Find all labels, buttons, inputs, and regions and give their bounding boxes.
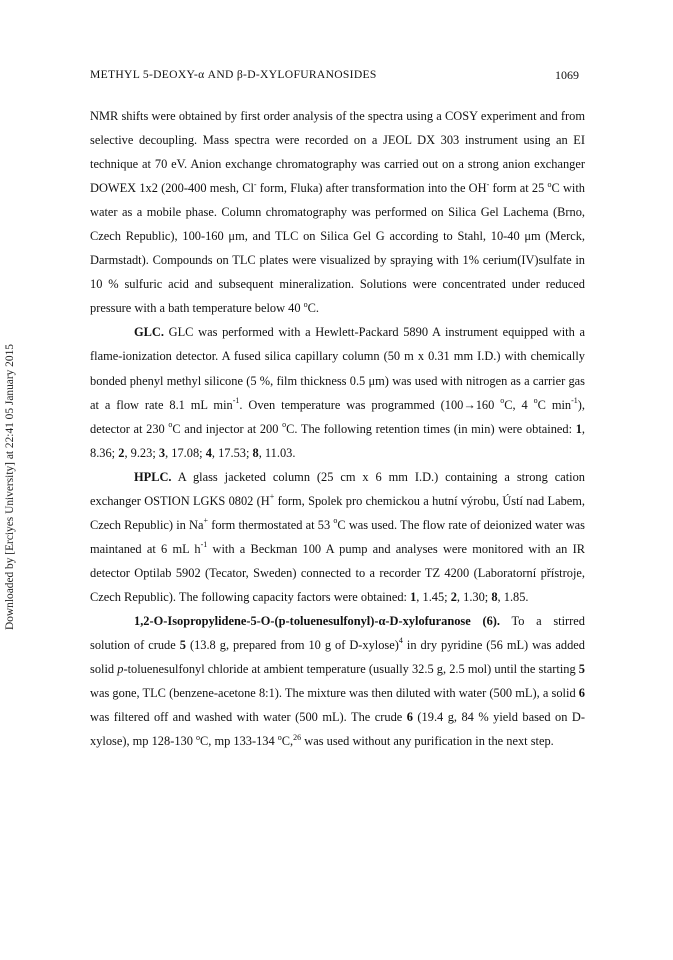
page-number: 1069	[555, 68, 579, 82]
text-run: , 1.45;	[416, 589, 451, 604]
compound-number: 4	[205, 445, 212, 460]
text-run: C was used. The flow rate of deionized water was maintaned at 6 mL h	[90, 517, 586, 556]
text-run: To a stirred solution of crude	[90, 613, 585, 653]
text-run: , 8.36;	[90, 421, 585, 460]
text-run: C. The following retention times (in min) were obtained:	[286, 421, 576, 436]
text-run: was gone, TLC (benzene-acetone 8:1). The mixture was then diluted with water (500 mL), a solid	[90, 686, 579, 701]
superscript: o	[500, 395, 505, 405]
text-run: in dry pyridine (56 mL) was added solid	[90, 638, 585, 677]
compound-number: 6	[578, 686, 585, 701]
text-run: was filtered off and washed with water (500 mL). The crude	[90, 710, 407, 725]
text-run: form, Fluka) after transformation into the OH	[256, 181, 487, 196]
superscript: -	[253, 179, 257, 189]
compound-number: 5	[179, 638, 186, 653]
paragraph-synthesis-6	[90, 609, 585, 753]
text-run: C,	[281, 734, 294, 749]
running-title: METHYL 5-DEOXY-α AND β-D-XYLOFURANOSIDES	[90, 68, 377, 81]
text-run: was used without any purification in the next step.	[301, 734, 554, 749]
text-run: NMR shifts were obtained by first order analysis of the spectra using a COSY experiment and from selective decoupling. Mass spectra were recorded on a JEOL DX 303 instrument using an EI technique at 70 eV. Anion exchange chromatography was carried out on a strong anion exchanger DOWEX 1x2 (200-400 mesh, Cl	[90, 109, 585, 196]
superscript: +	[269, 492, 275, 502]
italic-prefix: p	[117, 662, 124, 677]
compound-heading: 1,2-O-Isopropylidene-5-O-(p-toluenesulfonyl)-α-D-xylofuranose (6).	[134, 613, 501, 628]
compound-number: 3	[158, 445, 166, 460]
text-run: , 11.03.	[258, 445, 296, 460]
text-run: form, Spolek pro chemickou a hutní výrobu, Ústí nad Labem, Czech Republic) in Na	[90, 493, 585, 532]
text-run: , 17.53;	[211, 445, 253, 460]
superscript: o	[168, 419, 173, 429]
superscript: o	[333, 516, 338, 526]
text-run: (13.8 g, prepared from 10 g of D-xylose)	[185, 638, 399, 653]
text-run: ), detector at 230	[90, 397, 586, 436]
superscript: -	[486, 179, 490, 189]
text-run: , 9.23;	[124, 445, 159, 460]
text-run: , 1.30;	[456, 589, 492, 604]
superscript: o	[282, 419, 287, 429]
text-run: C, mp 133-134	[200, 734, 278, 749]
text-run: , 17.08;	[165, 445, 206, 460]
superscript: -1	[232, 395, 240, 405]
text-run: form thermostated at 53	[208, 517, 334, 532]
compound-number: 6	[406, 710, 413, 725]
superscript: o	[196, 732, 200, 742]
reference-superscript: 26	[293, 732, 302, 742]
paragraph-glc	[90, 320, 585, 464]
compound-number: 2	[450, 589, 457, 604]
compound-number: 5	[578, 662, 585, 677]
article-body	[90, 104, 585, 753]
paragraph-hplc	[90, 465, 585, 609]
text-run: (19.4 g, 84 % yield based on D-xylose), mp 128-130	[90, 710, 585, 749]
text-run: C min	[537, 397, 572, 412]
text-run: with a Beckman 100 A pump and analyses were monitored with an IR detector Optilab 5902 (Tecator, Sweden) connected to a recorder TZ 4200 (Laboratorní přístroje, Czech Republic). The following capacity factors were obtained:	[90, 541, 586, 604]
text-run: C.	[307, 301, 320, 316]
compound-number: 2	[118, 445, 125, 460]
section-lead-glc: GLC.	[134, 325, 164, 340]
text-run: C, 4	[504, 397, 534, 412]
text-run: -toluenesulfonyl chloride at ambient temperature (usually 32.5 g, 2.5 mol) until the starting	[123, 662, 579, 677]
superscript: +	[203, 516, 208, 526]
text-run: . Oven temperature was programmed (100→160	[239, 397, 501, 412]
text-run: , 1.85.	[497, 589, 529, 604]
section-lead-hplc: HPLC.	[134, 469, 172, 484]
superscript: o	[547, 179, 552, 189]
superscript: o	[533, 395, 538, 405]
text-run: GLC was performed with a Hewlett-Packard 5890 A instrument equipped with a flame-ionization detector. A fused silica capillary column (50 m x 0.31 mm I.D.) with chemically bonded phenyl methyl silicone (5 %, film thickness 0.5 μm) was used with nitrogen as a carrier gas at a flow rate 8.1 mL min	[90, 325, 585, 412]
compound-number: 8	[491, 589, 498, 604]
superscript: o	[277, 732, 282, 742]
superscript: o	[303, 299, 308, 309]
text-run: C and injector at 200	[172, 421, 283, 436]
download-watermark: Downloaded by [Erciyes University] at 22:41 05 January 2015	[4, 344, 16, 630]
text-run: C with water as a mobile phase. Column chromatography was performed on Silica Gel Lachema (Brno, Czech Republic), 100-160 μm, and TLC on Silica Gel G according to Stahl, 10-40 μm (Merck, Darmstadt). Compounds on TLC plates were visualized by spraying with 1% cerium(IV)sulfate in 10 % sulfuric acid and subsequent mineralization. Solutions were concentrated under reduced pressure with a bath temperature below 40	[90, 181, 586, 316]
superscript: -1	[200, 540, 208, 550]
compound-number: 8	[252, 445, 259, 460]
reference-superscript: 4	[398, 636, 403, 646]
compound-number: 1	[410, 589, 417, 604]
text-run: form at 25	[489, 181, 548, 196]
text-run: A glass jacketed column (25 cm x 6 mm I.D.) containing a strong cation exchanger OSTION LGKS 0802 (H	[90, 469, 585, 508]
superscript: -1	[571, 395, 578, 405]
paragraph-methods	[90, 104, 585, 320]
compound-number: 1	[575, 421, 582, 436]
